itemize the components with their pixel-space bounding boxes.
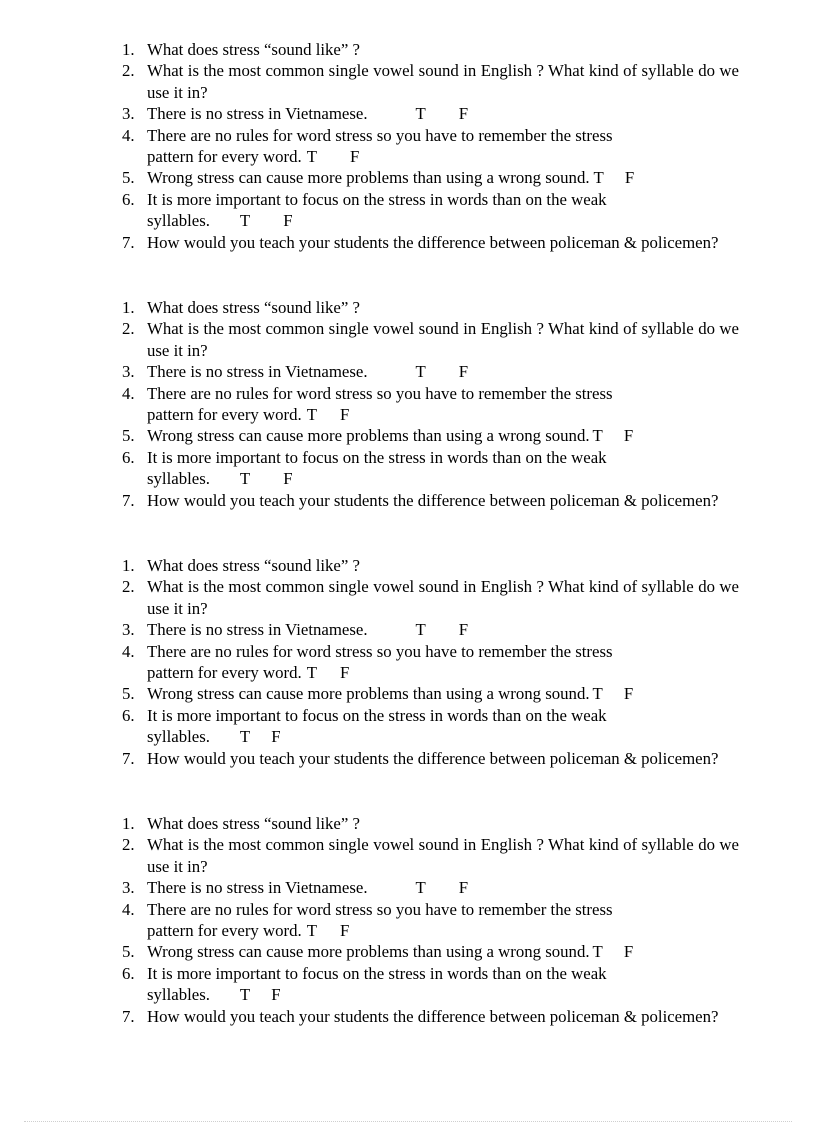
question-text-line-1: It is more important to focus on the stress in words than on the weak	[147, 189, 607, 209]
question-number: 4.	[122, 641, 135, 661]
question-text: There is no stress in Vietnamese.	[147, 620, 368, 640]
question-text-line-2: syllables.	[147, 985, 210, 1005]
false-option[interactable]: F	[623, 942, 634, 962]
true-option[interactable]: T	[415, 620, 426, 640]
question-text-line-1: It is more important to focus on the stress in words than on the weak	[147, 705, 607, 725]
question-text: Wrong stress can cause more problems than using a wrong sound.	[147, 168, 590, 188]
question-number: 6.	[122, 963, 135, 983]
question-7	[122, 490, 739, 511]
false-option[interactable]: F	[283, 211, 293, 231]
false-option[interactable]: F	[624, 168, 635, 188]
true-option[interactable]: T	[593, 168, 604, 188]
question-4	[122, 383, 739, 426]
question-3	[122, 619, 739, 640]
question-number: 1.	[122, 556, 135, 575]
question-number: 4.	[122, 899, 135, 919]
question-number: 7.	[122, 490, 135, 510]
question-text-line-1: There are no rules for word stress so you have to remember the stress	[147, 125, 613, 145]
question-text-line-2: pattern for every word.	[147, 147, 302, 167]
question-2	[122, 576, 739, 619]
question-text: Wrong stress can cause more problems than using a wrong sound.	[147, 684, 590, 704]
false-option[interactable]: F	[349, 147, 360, 167]
question-text: What is the most common single vowel sound in English ? What kind of syllable do we use it in?	[147, 577, 739, 618]
question-text-line-2: pattern for every word.	[147, 921, 302, 941]
question-number: 2.	[122, 319, 135, 339]
question-6	[122, 447, 739, 490]
question-1	[122, 555, 739, 576]
quiz-block-3	[122, 555, 739, 769]
question-text-line-1: There are no rules for word stress so you have to remember the stress	[147, 899, 613, 919]
question-text-line-2: syllables.	[147, 727, 210, 747]
question-text: How would you teach your students the difference between policeman & policemen?	[147, 232, 719, 252]
true-option[interactable]: T	[306, 921, 317, 941]
false-option[interactable]: F	[339, 921, 350, 941]
false-option[interactable]: F	[458, 362, 469, 382]
question-text: Wrong stress can cause more problems than using a wrong sound.	[147, 426, 590, 446]
true-option[interactable]: T	[239, 469, 251, 489]
false-option[interactable]: F	[339, 663, 350, 683]
question-number: 3.	[122, 878, 135, 898]
question-number: 2.	[122, 577, 135, 597]
true-option[interactable]: T	[239, 727, 251, 747]
question-number: 4.	[122, 125, 135, 145]
false-option[interactable]: F	[283, 469, 293, 489]
true-option[interactable]: T	[415, 878, 426, 898]
question-4	[122, 641, 739, 684]
question-4	[122, 125, 739, 168]
question-text: Wrong stress can cause more problems than using a wrong sound.	[147, 942, 590, 962]
question-number: 3.	[122, 362, 135, 382]
false-option[interactable]: F	[339, 405, 350, 425]
question-text-line-1: There are no rules for word stress so you have to remember the stress	[147, 641, 613, 661]
question-number: 7.	[122, 1006, 135, 1026]
question-1	[122, 813, 739, 834]
question-text: What is the most common single vowel sound in English ? What kind of syllable do we use it in?	[147, 835, 739, 876]
quiz-block-2	[122, 297, 739, 511]
false-option[interactable]: F	[271, 985, 281, 1005]
question-3	[122, 361, 739, 382]
question-text: There is no stress in Vietnamese.	[147, 362, 368, 382]
quiz-block-1	[122, 39, 739, 253]
true-option[interactable]: T	[415, 362, 426, 382]
true-option[interactable]: T	[239, 211, 251, 231]
question-number: 3.	[122, 620, 135, 640]
question-5	[122, 683, 739, 704]
question-4	[122, 899, 739, 942]
question-text: What is the most common single vowel sound in English ? What kind of syllable do we use it in?	[147, 319, 739, 360]
question-number: 4.	[122, 383, 135, 403]
question-number: 6.	[122, 189, 135, 209]
question-number: 1.	[122, 814, 135, 833]
question-text: What does stress “sound like” ?	[147, 40, 360, 59]
question-number: 6.	[122, 705, 135, 725]
question-1	[122, 297, 739, 318]
question-text-line-1: It is more important to focus on the stress in words than on the weak	[147, 447, 607, 467]
question-number: 7.	[122, 232, 135, 252]
question-7	[122, 1006, 739, 1027]
question-number: 6.	[122, 447, 135, 467]
question-text-line-1: It is more important to focus on the stress in words than on the weak	[147, 963, 607, 983]
question-5	[122, 425, 739, 446]
false-option[interactable]: F	[458, 104, 469, 124]
question-text-line-2: syllables.	[147, 469, 210, 489]
true-option[interactable]: T	[592, 942, 603, 962]
question-number: 5.	[122, 426, 135, 446]
question-text: How would you teach your students the difference between policeman & policemen?	[147, 490, 719, 510]
false-option[interactable]: F	[458, 878, 469, 898]
question-text-line-2: syllables.	[147, 211, 210, 231]
question-text-line-2: pattern for every word.	[147, 663, 302, 683]
true-option[interactable]: T	[306, 663, 317, 683]
page-bottom-divider	[24, 1121, 792, 1122]
question-text: What does stress “sound like” ?	[147, 556, 360, 575]
true-option[interactable]: T	[239, 985, 251, 1005]
true-option[interactable]: T	[306, 405, 317, 425]
question-7	[122, 748, 739, 769]
question-3	[122, 877, 739, 898]
question-text: How would you teach your students the difference between policeman & policemen?	[147, 1006, 719, 1026]
question-number: 7.	[122, 748, 135, 768]
question-text: There is no stress in Vietnamese.	[147, 104, 368, 124]
false-option[interactable]: F	[623, 426, 634, 446]
question-text: What does stress “sound like” ?	[147, 298, 360, 317]
question-number: 5.	[122, 684, 135, 704]
question-number: 5.	[122, 942, 135, 962]
question-number: 2.	[122, 835, 135, 855]
false-option[interactable]: F	[623, 684, 634, 704]
question-number: 1.	[122, 298, 135, 317]
question-2	[122, 60, 739, 103]
true-option[interactable]: T	[415, 104, 426, 124]
question-6	[122, 963, 739, 1006]
question-text: There is no stress in Vietnamese.	[147, 878, 368, 898]
question-number: 2.	[122, 61, 135, 81]
question-6	[122, 705, 739, 748]
question-3	[122, 103, 739, 124]
true-option[interactable]: T	[592, 426, 603, 446]
question-6	[122, 189, 739, 232]
question-text: How would you teach your students the difference between policeman & policemen?	[147, 748, 719, 768]
false-option[interactable]: F	[458, 620, 469, 640]
quiz-block-4	[122, 813, 739, 1027]
question-number: 1.	[122, 40, 135, 59]
question-text-line-2: pattern for every word.	[147, 405, 302, 425]
question-text-line-1: There are no rules for word stress so you have to remember the stress	[147, 383, 613, 403]
true-option[interactable]: T	[306, 147, 317, 167]
question-number: 5.	[122, 168, 135, 188]
question-text: What does stress “sound like” ?	[147, 814, 360, 833]
true-option[interactable]: T	[592, 684, 603, 704]
question-5	[122, 167, 739, 188]
question-7	[122, 232, 739, 253]
question-text: What is the most common single vowel sound in English ? What kind of syllable do we use it in?	[147, 61, 739, 102]
question-2	[122, 318, 739, 361]
question-5	[122, 941, 739, 962]
false-option[interactable]: F	[271, 727, 281, 747]
question-1	[122, 39, 739, 60]
question-2	[122, 834, 739, 877]
question-number: 3.	[122, 104, 135, 124]
